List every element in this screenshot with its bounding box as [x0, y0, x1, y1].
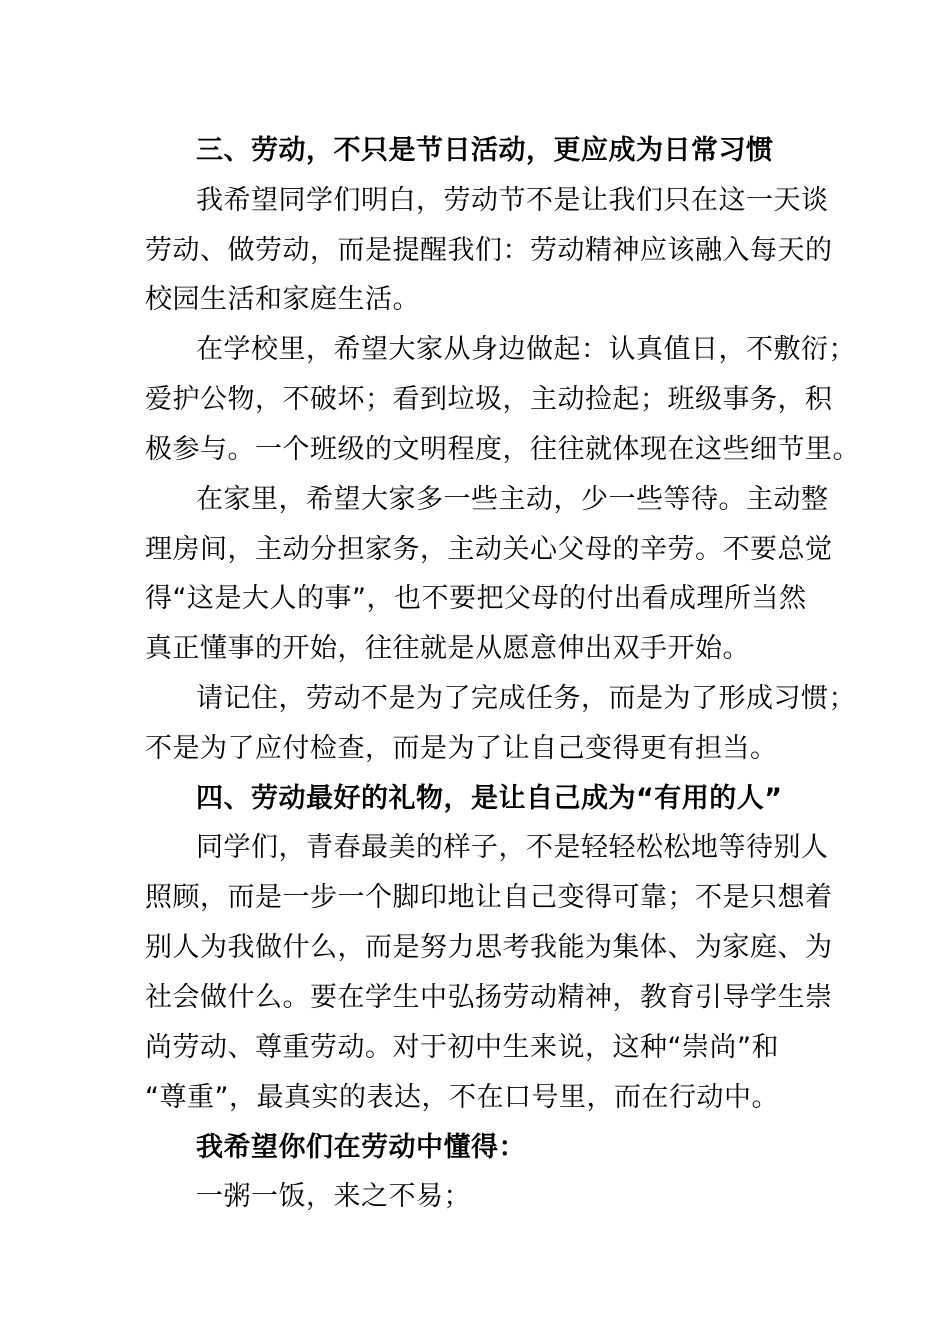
- paragraph-line: 在家里，希望大家多一些主动，少一些等待。主动整: [196, 484, 829, 515]
- paragraph-line: 一粥一饭，来之不易；: [196, 1181, 471, 1212]
- paragraph-line: 理房间，主动分担家务，主动关心父母的辛劳。不要总觉: [145, 534, 833, 565]
- bold-lead-line: 我希望你们在劳动中懂得：: [196, 1132, 526, 1163]
- paragraph-line: “尊重”，最真实的表达，不在口号里，而在行动中。: [145, 1082, 779, 1113]
- paragraph-line: 得“这是大人的事”，也不要把父母的付出看成理所当然: [145, 583, 807, 614]
- paragraph-line: 尚劳动、尊重劳动。对于初中生来说，这种“崇尚”和: [145, 1032, 779, 1063]
- paragraph-line: 劳动、做劳动，而是提醒我们：劳动精神应该融入每天的: [145, 235, 833, 266]
- paragraph-line: 别人为我做什么，而是努力思考我能为集体、为家庭、为: [145, 932, 833, 963]
- section-heading-4: 四、劳动最好的礼物，是让自己成为“有用的人”: [196, 783, 783, 814]
- section-heading-3: 三、劳动，不只是节日活动，更应成为日常习惯: [196, 135, 774, 166]
- paragraph-line: 不是为了应付检查，而是为了让自己变得更有担当。: [145, 733, 778, 764]
- paragraph-line: 爱护公物，不破坏；看到垃圾，主动捡起；班级事务，积: [145, 384, 833, 415]
- paragraph-line: 请记住，劳动不是为了完成任务，而是为了形成习惯；: [196, 683, 856, 714]
- paragraph-line: 同学们，青春最美的样子，不是轻轻松松地等待别人: [196, 832, 829, 863]
- paragraph-line: 校园生活和家庭生活。: [145, 284, 420, 315]
- paragraph-line: 我希望同学们明白，劳动节不是让我们只在这一天谈: [196, 185, 829, 216]
- paragraph-line: 照顾，而是一步一个脚印地让自己变得可靠；不是只想着: [145, 882, 833, 913]
- paragraph-line: 社会做什么。要在学生中弘扬劳动精神，教育引导学生崇: [145, 982, 833, 1013]
- paragraph-line: 极参与。一个班级的文明程度，往往就体现在这些细节里。: [145, 434, 860, 465]
- paragraph-line: 在学校里，希望大家从身边做起：认真值日，不敷衍；: [196, 334, 856, 365]
- paragraph-line: 真正懂事的开始，往往就是从愿意伸出双手开始。: [145, 633, 750, 664]
